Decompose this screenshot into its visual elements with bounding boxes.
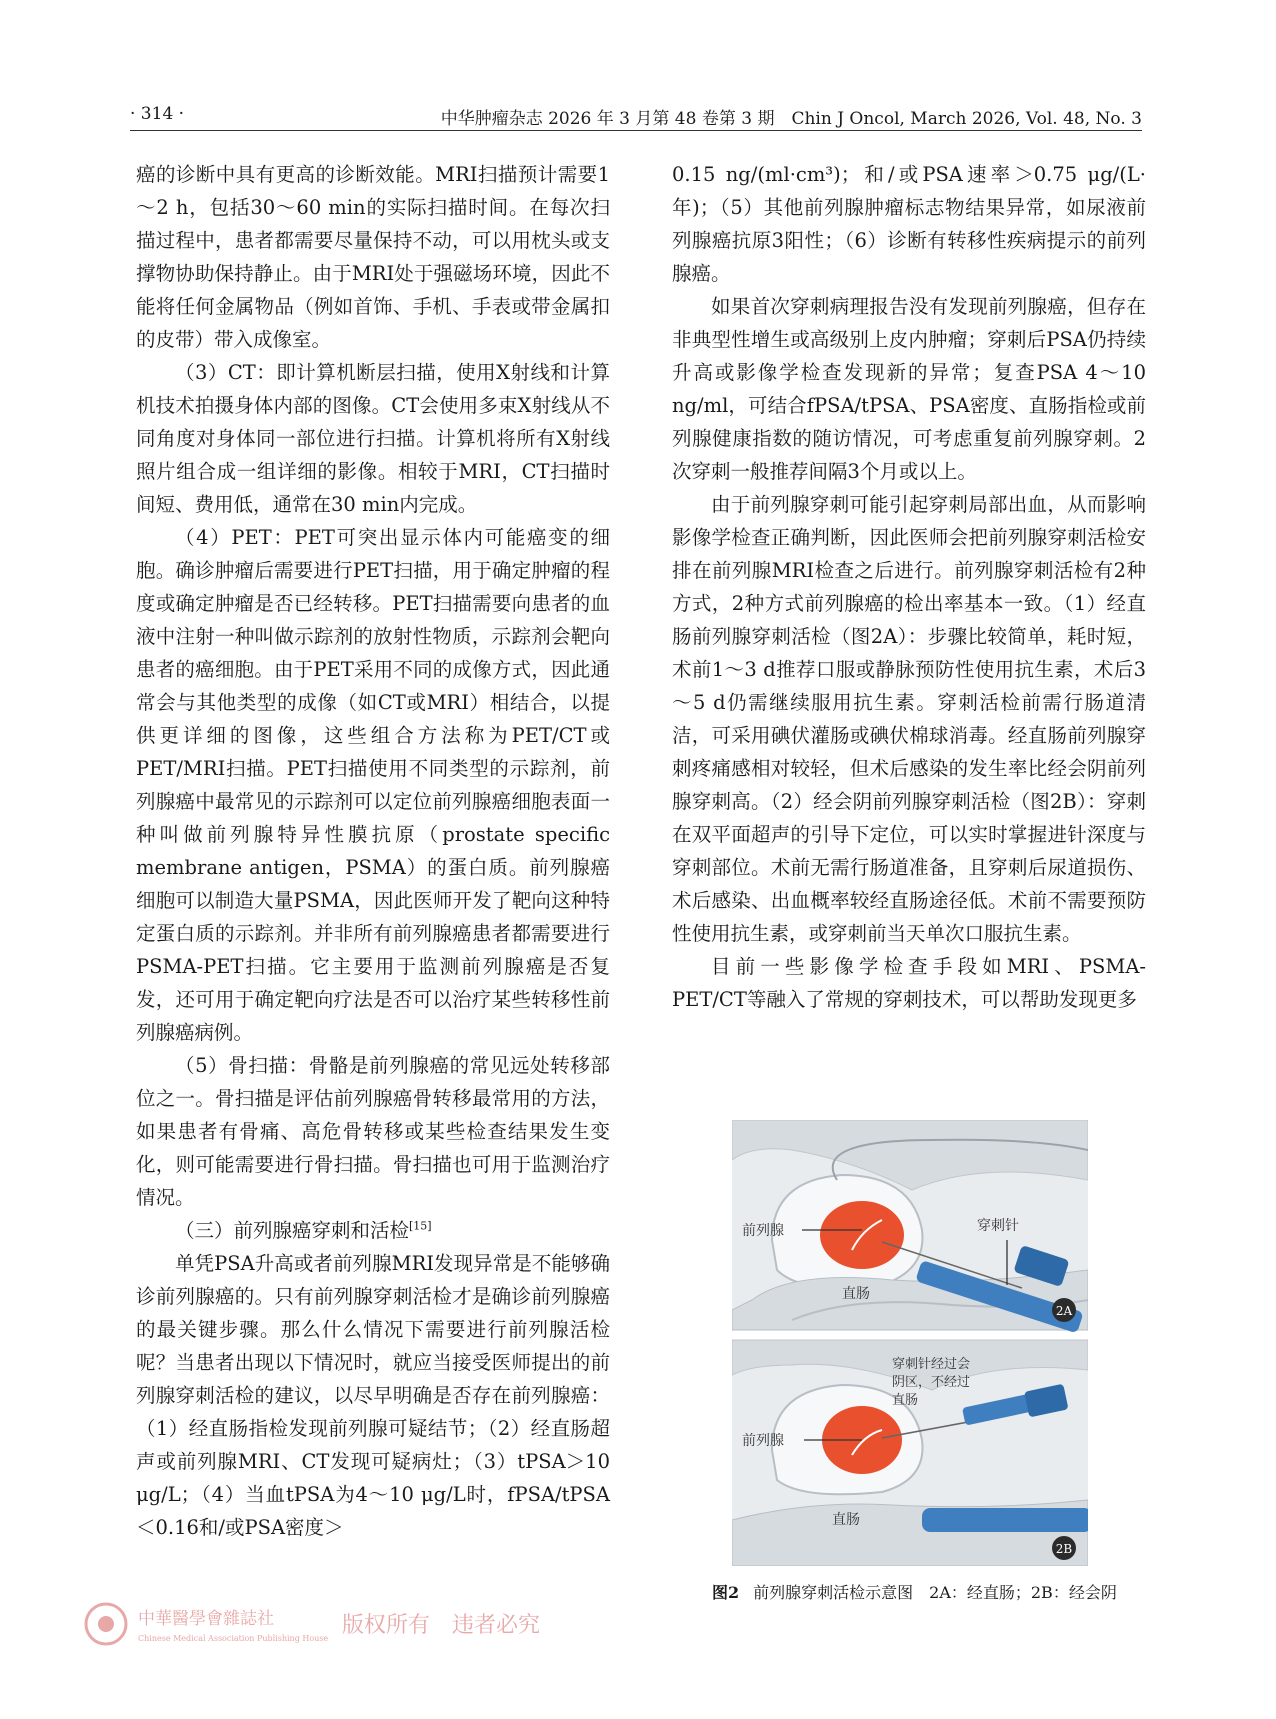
paragraph: 单凭PSA升高或者前列腺MRI发现异常是不能够确诊前列腺癌的。只有前列腺穿刺活检才是确诊前列腺癌的最关键步骤。那么什么情况下需要进行前列腺活检呢？当患者出现以下情况时，就应当接受医师提出的前列腺穿刺活检的建议，以尽早明确是否存在前列腺癌：（1）经直肠指检发现前列腺可疑结节；（2）经直肠超声或前列腺MRI、CT发现可疑病灶；（3）tPSA＞10 μg/L；（4）当血tPSA为4～10 μg/L时，fPSA/tPSA＜0.16和/或PSA密度＞ [136,1252,610,1539]
publisher-name-en: Chinese Medical Association Publishing House [138,1634,329,1643]
paragraph: 目前一些影像学检查手段如MRI、PSMA-PET/CT等融入了常规的穿刺技术，可以帮助发现更多 [672,955,1146,1011]
paragraph: 如果首次穿刺病理报告没有发现前列腺癌，但存在非典型性增生或高级别上皮内肿瘤；穿刺后PSA仍持续升高或影像学检查发现新的异常；复查PSA 4～10 ng/ml，可结合fPSA/tPSA、PSA密度、直肠指检或前列腺健康指数的随访情况，可考虑重复前列腺穿刺。2次穿刺一般推荐间隔3个月或以上。 [672,295,1146,483]
biopsy-diagram [732,1120,1088,1566]
paragraph: 由于前列腺穿刺可能引起穿刺局部出血，从而影响影像学检查正确判断，因此医师会把前列腺穿刺活检安排在前列腺MRI检查之后进行。前列腺穿刺活检有2种方式，2种方式前列腺癌的检出率基本一致。（1）经直肠前列腺穿刺活检（图2A）：步骤比较简单，耗时短，术前1～3 d推荐口服或静脉预防性使用抗生素，术后3～5 d仍需继续服用抗生素。穿刺活检前需行肠道清洁，可采用碘伏灌肠或碘伏棉球消毒。经直肠前列腺穿刺疼痛感相对较轻，但术后感染的发生率比经会阴前列腺穿刺高。（2）经会阴前列腺穿刺活检（图2B）：穿刺在双平面超声的引导下定位，可以实时掌握进针深度与穿刺部位。术前无需行肠道准备，且穿刺后尿道损伤、术后感染、出血概率较经直肠途径低。术前不需要预防性使用抗生素，或穿刺前当天单次口服抗生素。 [672,493,1146,945]
publisher-watermark [82,1600,642,1648]
citation-ref: [15] [409,1219,432,1233]
label-rectum-b: 直肠 [832,1512,860,1528]
badge-2b: 2B [1055,1542,1073,1556]
paragraph: （4）PET：PET可突出显示体内可能癌变的细胞。确诊肿瘤后需要进行PET扫描，用于确定肿瘤的程度或确定肿瘤是否已经转移。PET扫描需要向患者的血液中注射一种叫做示踪剂的放射性物质，示踪剂会靶向患者的癌细胞。由于PET采用不同的成像方式，因此通常会与其他类型的成像（如CT或MRI）相结合，以提供更详细的图像，这些组合方法称为PET/CT或PET/MRI扫描。PET扫描使用不同类型的示踪剂，前列腺癌中最常见的示踪剂可以定位前列腺癌细胞表面一种叫做前列腺特异性膜抗原（prostate specific membrane antigen，PSMA）的蛋白质。前列腺癌细胞可以制造大量PSMA，因此医师开发了靶向这种特定蛋白质的示踪剂。并非所有前列腺癌患者都需要进行PSMA-PET扫描。它主要用于监测前列腺癌是否复发，还可用于确定靶向疗法是否可以治疗某些转移性前列腺癌病例。 [136,526,610,1044]
figure-number: 图2 [712,1583,740,1602]
label-rectum-a: 直肠 [842,1286,870,1302]
label-prostate-a: 前列腺 [742,1223,784,1239]
panel-2b [732,1340,1088,1566]
section-heading: （三）前列腺癌穿刺和活检[15] [175,1219,432,1242]
caption-text: 前列腺穿刺活检示意图 2A：经直肠；2B：经会阴 [753,1583,1117,1602]
journal-citation: 中华肿瘤杂志 2026 年 3 月第 48 卷第 3 期 Chin J Oncol, March 2026, Vol. 48, No. 3 [440,109,1142,129]
label-prostate-b: 前列腺 [742,1433,784,1449]
left-column [136,158,610,1544]
running-header [130,104,1142,131]
copyright-slogan: 版权所有 违者必究 [342,1613,541,1638]
page-number: · 314 · [130,104,185,124]
label-needle: 穿刺针 [977,1218,1019,1234]
publisher-name: 中華醫學會雜誌社 [138,1609,274,1629]
paragraph: （5）骨扫描：骨骼是前列腺癌的常见远处转移部位之一。骨扫描是评估前列腺癌骨转移最常用的方法，如果患者有骨痛、高危骨转移或某些检查结果发生变化，则可能需要进行骨扫描。骨扫描也可用于监测治疗情况。 [136,1054,610,1209]
panel-2a [732,1120,1088,1333]
note-line-2: 阴区，不经过 [892,1375,971,1390]
publisher-seal [82,1600,642,1648]
paragraph: 癌的诊断中具有更高的诊断效能。MRI扫描预计需要1～2 h，包括30～60 min的实际扫描时间。在每次扫描过程中，患者都需要尽量保持不动，可以用枕头或支撑物协助保持静止。由于MRI处于强磁场环境，因此不能将任何金属物品（例如首饰、手机、手表或带金属扣的皮带）带入成像室。 [136,163,610,351]
figure-2 [732,1120,1088,1566]
note-line-1: 穿刺针经过会 [892,1357,971,1372]
paragraph: 0.15 ng/(ml·cm³)；和/或PSA速率＞0.75 μg/(L·年)；（5）其他前列腺肿瘤标志物结果异常，如尿液前列腺癌抗原3阳性；（6）诊断有转移性疾病提示的前列腺癌。 [672,163,1146,285]
note-line-3: 直肠 [892,1393,919,1408]
paragraph: （3）CT：即计算机断层扫描，使用X射线和计算机技术拍摄身体内部的图像。CT会使用多束X射线从不同角度对身体同一部位进行扫描。计算机将所有X射线照片组合成一组详细的影像。相较于MRI，CT扫描时间短、费用低，通常在30 min内完成。 [136,361,610,516]
figure-caption [712,1580,1132,1603]
right-column [672,158,1146,1016]
badge-2a: 2A [1055,1304,1073,1318]
